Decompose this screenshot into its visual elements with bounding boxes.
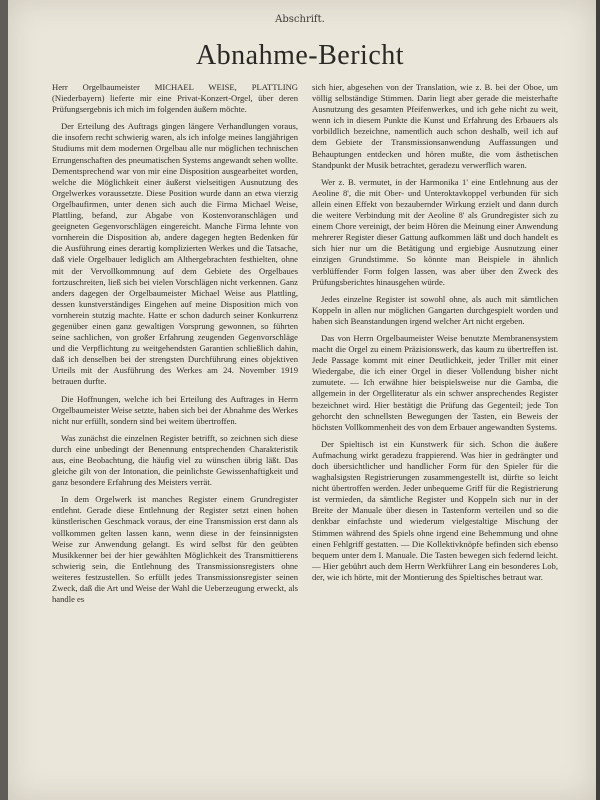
paragraph: Was zunächst die einzelnen Register betrifft, so zeichnen sich diese durch eine unbedingt der Benennung entsprechenden Charakteristik aus, eine Beobachtung, die häufig viel zu wünschen übrig läßt. Das gleiche gilt von der Intonation, die peinlichste Gewissenhaftigkeit und ganz besondere Erfahrung des Meisters verrät.: [52, 432, 298, 488]
paragraph: sich hier, abgesehen von der Translation, wie z. B. bei der Oboe, um völlig selbständige Stimmen. Darin liegt aber gerade die meisterhafte Ausnutzung des gesamten Pfeifenwerkes, und ich gehe nicht zu weit, wenn ich in diesem Punkte die Kunst und Erfahrung des Erbauers als vorbildlich bezeichne, namentlich auch schon deshalb, weil ich auf dem Gebiete der Transmissionsanwendung Auffassungen und Behauptungen entdecken und hören mußte, die vom ästhetischen Standpunkt der Musik betrachtet, geradezu verwerflich waren.: [312, 82, 558, 170]
paragraph: In dem Orgelwerk ist manches Register einem Grundregister entlehnt. Gerade diese Entlehnung der Register setzt einen hohen künstlerischen Geschmack voraus, der eine Transmission erst dann als vollkommen gelten lassen kann, wenn diese in der feinsinnigsten Weise zur Anwendung gelangt. Es wird selbst für den geübten Musikkenner bei der hier gewählten Möglichkeit des Transmittierens schwierig sein, die Entlehnung des Transmissionsregisters ohne weiteres festzustellen. So erfüllt jedes Transmissionsregister seinen Zweck, daß die Art und Weise der Wahl die Ueberzeugung erweckt, als handle es: [52, 494, 298, 605]
document-kicker: Abschrift.: [275, 14, 325, 25]
paragraph: Jedes einzelne Register ist sowohl ohne, als auch mit sämtlichen Koppeln in allen nur möglichen Gangarten durchgespielt worden und haben sich Beanstandungen irgend welcher Art nicht ergeben.: [312, 293, 558, 326]
left-column: [52, 82, 298, 611]
right-column: [312, 82, 558, 589]
page-edge-shadow: [596, 0, 600, 800]
paragraph: Herr Orgelbaumeister MICHAEL WEISE, PLATTLING (Niederbayern) lieferte mir eine Privat-Konzert-Orgel, über deren Prüfungsergebnis ich mich im folgenden äußern möchte.: [52, 82, 298, 115]
paragraph: Die Hoffnungen, welche ich bei Erteilung des Auftrages in Herrn Orgelbaumeister Weise setzte, haben sich bei der Abnahme des Werkes nicht nur erfüllt, sondern sind bei weitem übertroffen.: [52, 393, 298, 426]
paragraph: Wer z. B. vermutet, in der Harmonika 1' eine Entlehnung aus der Aeoline 8', die mit Ober- und Unteroktavkoppel verbunden für sich allein einen Effekt von bezaubernder Wirkung erzielt und dann durch die weitere Verbindung mit der Aeoline 8' als Grundregister sich zu einem Chore vereinigt, der beim Hören die Meinung einer Anwendung mehrerer Register dieser Gattung aufkommen läßt und doch handelt es sich hier nur um die Betätigung und ergiebige Ausnutzung einer einzigen Grundstimme. So könnte man Beispiele in ähnlich verblüffender Form folgen lassen, was aber über den Zweck des Prüfungsberichtes hinausgehen würde.: [312, 176, 558, 287]
paragraph: Der Erteilung des Auftrags gingen längere Verhandlungen voraus, die insofern recht schwierig waren, als ich infolge meines langjährigen Studiums mit dem modernen Orgelbau alle nur möglichen technischen Errungenschaften des pneumatischen Systems angewandt sehen wollte. Dementsprechend war von mir eine Disposition ausgearbeitet worden, welche die Möglichkeit einer äußerst vielseitigen Ausnutzung des Orgelwerkes voraussetzte. Diese Position wurde dann an etwa vierzig Orgelbaufirmen, unter denen sich auch die Firma Michael Weise, Plattling, befand, zur Abgabe von Kostenvoranschlägen und geeigneten Gegenvorschlägen eingereicht. Manche Firma lehnte von vornherein die Disposition ab, andere dagegen hegten Bedenken für die Ausführung eines derartig komplizierten Werkes und die Tatsache, daß viele Orgelbauer lediglich am Althergebrachten festhielten, ohne mit der Vervollkommnung auf dem Gebiete des Orgelbaues fortzuschreiten, ließ sich bei vielen Vorschlägen nicht verkennen. Ganz anders dagegen der Orgelbaumeister Michael Weise aus Plattling, dessen kunstverständiges Eingehen auf meine Disposition mich von vornherein stutzig machte. Hatte er schon dadurch seiner Konkurrenz gegenüber einen ganz gewaltigen Vorsprung gewonnen, so führten seine sachlichen, von großer Erfahrung zeugenden Gegenvorschläge und die Verpflichtung zu weitgehendsten Garantien schließlich dahin, daß ich denselben bei der strengsten Durchführung eines objektiven Urteils mit der Ausführung des Werkes am 24. November 1919 betrauen durfte.: [52, 121, 298, 387]
paragraph: Das von Herrn Orgelbaumeister Weise benutzte Membranensystem macht die Orgel zu einem Präzisionswerk, das kaum zu übertreffen ist. Jede Passage kommt mit einer Deutlichkeit, jeder Triller mit einer Wiedergabe, die ich einer Orgel in dieser Vollendung bisher nicht zumutete. — Ich erwähne hier beispielsweise nur die Gamba, die allgemein in der Orgelliteratur als ein schwer ansprechendes Register bezeichnet wird. Hier bestätigt die Prüfung das Gegenteil; jede Ton gehorcht den schnellsten Bewegungen der Tasten, ein Beweis der höchsten Vollkommenheit des von dem Erbauer angewandten Systems.: [312, 332, 558, 432]
document-title: Abnahme-Bericht: [195, 40, 405, 71]
paragraph: Der Spieltisch ist ein Kunstwerk für sich. Schon die äußere Aufmachung wirkt geradezu frappierend. Was hier in gedrängter und doch übersichtlicher und handlicher Form für den Spieler für die waghalsigsten Registrierungen zusammengestellt ist, dürfte so leicht nicht übertroffen werden. Jeder unbequeme Griff für die Registrierung ist vermieden, da sämtliche Register und Koppeln sich nur in der Breite der Manuale über diesen in Tastenform verteilen und so die denkbar einfachste und wiederum vielgestaltige Mischung der Stimmen während des Spiels ohne irgend eine Behemmung und ohne einen Fehlgriff gestatten. — Die Kollektivknöpfe befinden sich ebenso bequem unter dem I. Manuale. Die Tasten bewegen sich federnd leicht. — Hier gebührt auch dem Herrn Werkführer Lang ein besonderes Lob, der, wie ich hörte, mit der Montierung des Spieltisches betraut war.: [312, 438, 558, 582]
